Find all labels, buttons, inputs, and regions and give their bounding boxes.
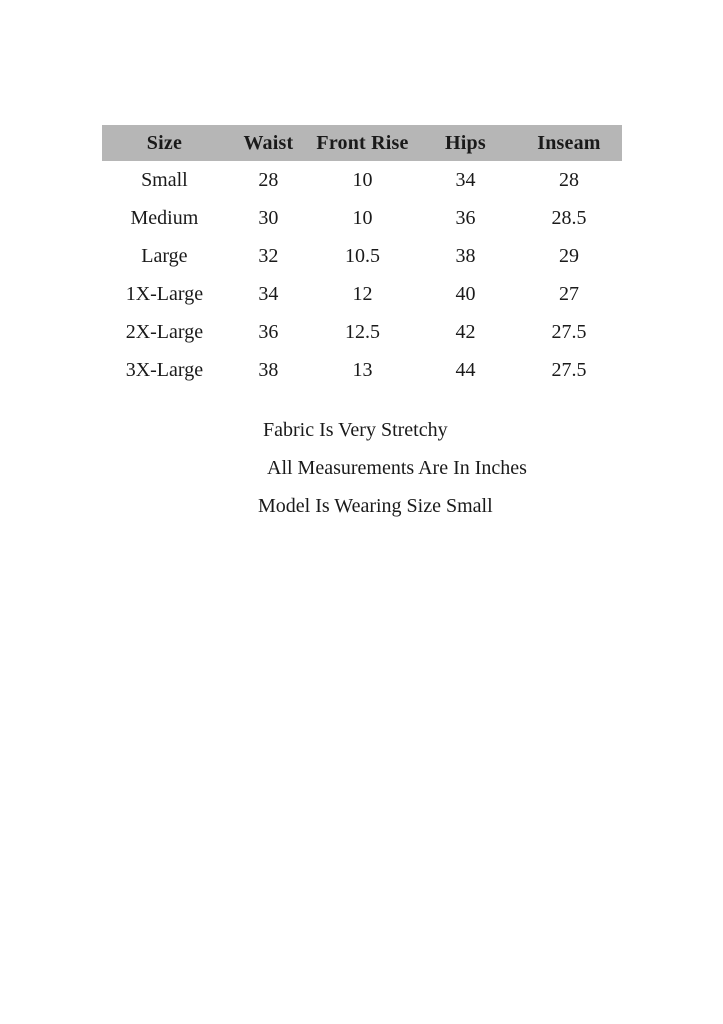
inseam-value: 28.5 [551,206,587,229]
waist-value: 34 [258,282,279,305]
size-label: Medium [130,206,199,229]
table-row-medium [102,199,622,237]
hips-value: 42 [455,320,476,343]
waist-value: 38 [258,358,279,381]
inseam-value: 27 [558,282,579,305]
waist-value: 28 [258,168,279,191]
hips-value: 34 [455,168,476,191]
column-header-waist: Waist [227,125,310,161]
waist-value: 36 [258,320,279,343]
size-label: Small [141,168,188,191]
note-measurements-inches: All Measurements Are In Inches [267,457,527,479]
front-rise-value: 12 [352,282,373,305]
front-rise-value: 13 [352,358,373,381]
note-fabric-stretchy: Fabric Is Very Stretchy [263,419,448,441]
front-rise-value: 10.5 [345,244,380,267]
size-label: 2X-Large [125,320,204,343]
size-label: 3X-Large [125,358,204,381]
front-rise-value: 12.5 [345,320,380,343]
hips-value: 44 [455,358,476,381]
inseam-value: 28 [558,168,579,191]
column-header-front-rise: Front Rise [310,125,415,161]
size-chart-table [102,125,622,389]
note-model-size: Model Is Wearing Size Small [258,495,493,517]
size-label: Large [141,244,188,267]
table-row-small [102,161,622,199]
waist-value: 30 [258,206,279,229]
table-row-2x-large [102,313,622,351]
hips-value: 40 [455,282,476,305]
front-rise-value: 10 [352,206,373,229]
inseam-value: 27.5 [551,320,587,343]
table-row-1x-large [102,275,622,313]
table-body [102,161,622,389]
hips-value: 36 [455,206,476,229]
hips-value: 38 [455,244,476,267]
notes-block [258,411,527,525]
table-row-3x-large [102,351,622,389]
inseam-value: 29 [558,244,579,267]
front-rise-value: 10 [352,168,373,191]
column-header-hips: Hips [415,125,516,161]
table-header-row [102,125,622,161]
table-row-large [102,237,622,275]
column-header-size: Size [102,125,227,161]
inseam-value: 27.5 [551,358,587,381]
size-label: 1X-Large [125,282,204,305]
waist-value: 32 [258,244,279,267]
column-header-inseam: Inseam [516,125,622,161]
